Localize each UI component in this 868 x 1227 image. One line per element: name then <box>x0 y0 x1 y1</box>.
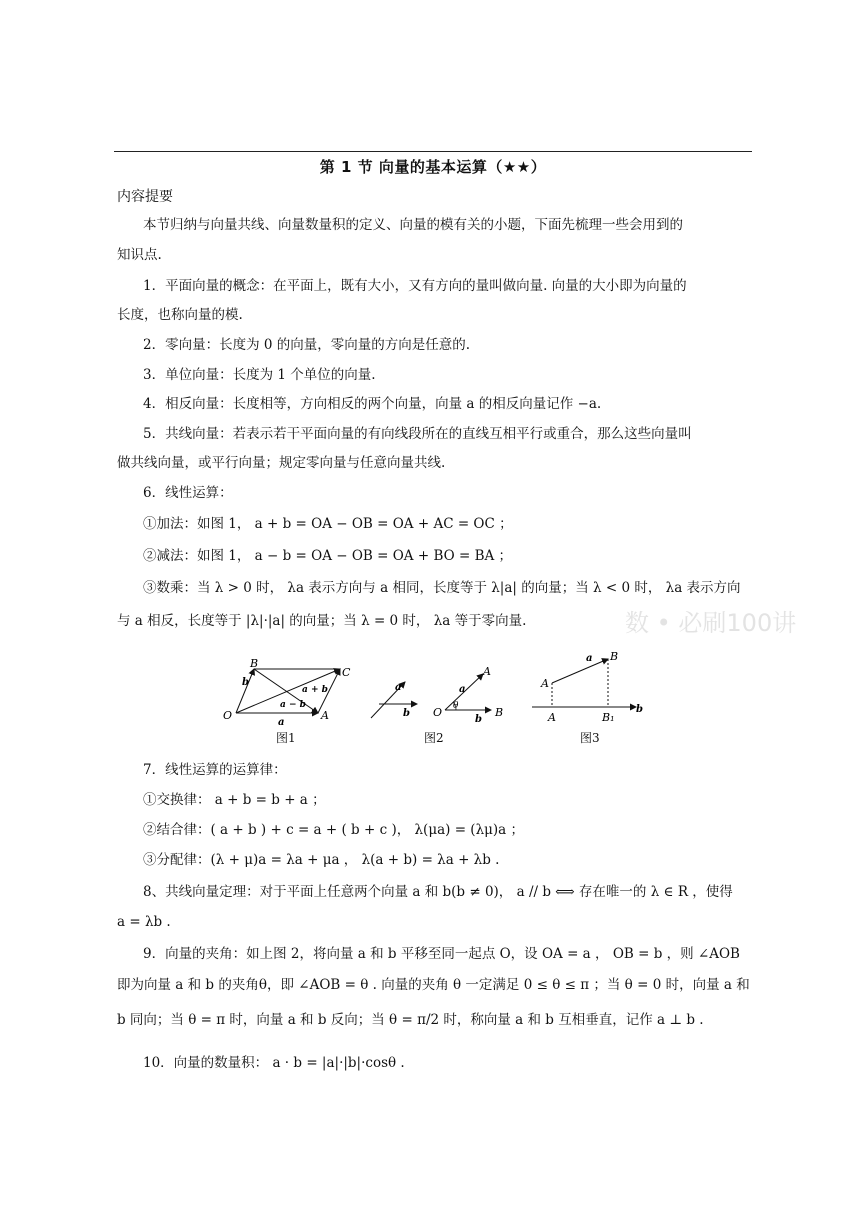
item7-commutative: ①交换律： a + b = b + a ； <box>143 792 326 808</box>
fig2-caption: 图2 <box>424 731 444 745</box>
figure-1 <box>218 655 358 735</box>
fig3-label-A: A <box>541 677 549 690</box>
figure-3 <box>528 645 648 733</box>
fig1-label-a-plus-b: a + b <box>302 685 328 695</box>
item7-distributive: ③分配律：(λ + μ)a = λa + μa ， λ(a + b) = λa + λb . <box>143 852 500 868</box>
fig1-label-A: A <box>321 709 329 722</box>
fig2-label-a-right: a <box>459 684 466 695</box>
item9-line-1: 9．向量的夹角：如上图 2，将向量 a 和 b 平移至同一起点 O，设 OA = a ， OB = b ，则 ∠AOB <box>143 946 740 962</box>
item3: 3．单位向量：长度为 1 个单位的向量. <box>143 367 376 383</box>
fig2-label-A: A <box>483 665 491 678</box>
fig1-label-b: b <box>242 677 249 688</box>
fig2-label-theta: θ <box>453 701 459 711</box>
item6-addition: ①加法：如图 1， a + b = OA − OB = OA + AC = OC ； <box>143 516 513 532</box>
item6-subtraction: ②减法：如图 1， a − b = OA − OB = OA + BO = BA ； <box>143 548 513 564</box>
item1-line-1: 1．平面向量的概念：在平面上，既有大小，又有方向的量叫做向量. 向量的大小即为向量的 <box>143 278 687 294</box>
fig3-label-a: a <box>586 653 593 664</box>
fig2-label-B: B <box>495 706 504 719</box>
item10: 10．向量的数量积： a · b = |a|·|b|·cosθ . <box>143 1055 405 1071</box>
fig1-label-a: a <box>278 717 285 728</box>
fig1-caption: 图1 <box>276 731 296 745</box>
figure-2 <box>365 660 525 730</box>
item6: 6．线性运算： <box>143 485 233 501</box>
fig3-label-B: B <box>610 650 619 663</box>
fig1-label-O: O <box>223 709 233 722</box>
item9-line-2: 即为向量 a 和 b 的夹角θ，即 ∠AOB = θ . 向量的夹角 θ 一定满足 0 ≤ θ ≤ π ；当 θ = 0 时，向量 a 和 <box>117 977 750 993</box>
fig2-label-b-left: b <box>403 708 410 719</box>
item4: 4．相反向量：长度相等，方向相反的两个向量，向量 a 的相反向量记作 −a. <box>143 396 602 412</box>
fig2-label-a-left: a <box>395 682 402 693</box>
intro-line-1: 本节归纳与向量共线、向量数量积的定义、向量的模有关的小题，下面先梳理一些会用到的 <box>143 217 683 233</box>
fig3-label-B1: B₁ <box>602 711 615 724</box>
fig3-caption: 图3 <box>580 731 600 745</box>
page-title: 第 1 节 向量的基本运算（★★） <box>319 158 547 176</box>
fig1-label-C: C <box>342 666 351 679</box>
intro-line-2: 知识点. <box>117 247 162 263</box>
item5-line-1: 5．共线向量：若表示若干平面向量的有向线段所在的直线互相平行或重合，那么这些向量叫 <box>143 426 692 442</box>
watermark: 数 • 必刷100讲 <box>625 609 797 637</box>
fig2-label-O: O <box>433 706 443 719</box>
fig2-label-b-right: b <box>475 714 482 725</box>
item2: 2．零向量：长度为 0 的向量，零向量的方向是任意的. <box>143 337 471 353</box>
item5-line-2: 做共线向量，或平行向量；规定零向量与任意向量共线. <box>117 455 446 471</box>
item1-line-2: 长度，也称向量的模. <box>117 307 243 323</box>
fig1-label-B: B <box>250 657 259 670</box>
section-heading: 内容提要 <box>117 189 173 205</box>
header-rule <box>114 151 752 152</box>
item7-associative: ②结合律：( a + b ) + c = a + ( b + c )， λ(μa) = (λμ)a ； <box>143 822 525 838</box>
item8-line-2: a = λb . <box>117 914 171 930</box>
item9-line-3: b 同向；当 θ = π 时，向量 a 和 b 反向；当 θ = π/2 时，称向量 a 和 b 互相垂直，记作 a ⊥ b . <box>117 1012 704 1028</box>
item7: 7．线性运算的运算律： <box>143 762 287 778</box>
item6-scalar-line-1: ③数乘：当 λ > 0 时， λa 表示方向与 a 相同，长度等于 λ|a| 的向量；当 λ < 0 时， λa 表示方向 <box>143 580 741 596</box>
item8-line-1: 8、共线向量定理：对于平面上任意两个向量 a 和 b(b ≠ 0)， a // b ⟺ 存在唯一的 λ ∈ R ，使得 <box>143 884 733 900</box>
fig3-label-A1: A <box>548 711 556 724</box>
fig3-label-b: b <box>636 704 643 715</box>
item6-scalar-line-2: 与 a 相反，长度等于 |λ|·|a| 的向量；当 λ = 0 时， λa 等于零向量. <box>117 613 527 629</box>
fig1-label-a-minus-b: a − b <box>280 700 306 710</box>
